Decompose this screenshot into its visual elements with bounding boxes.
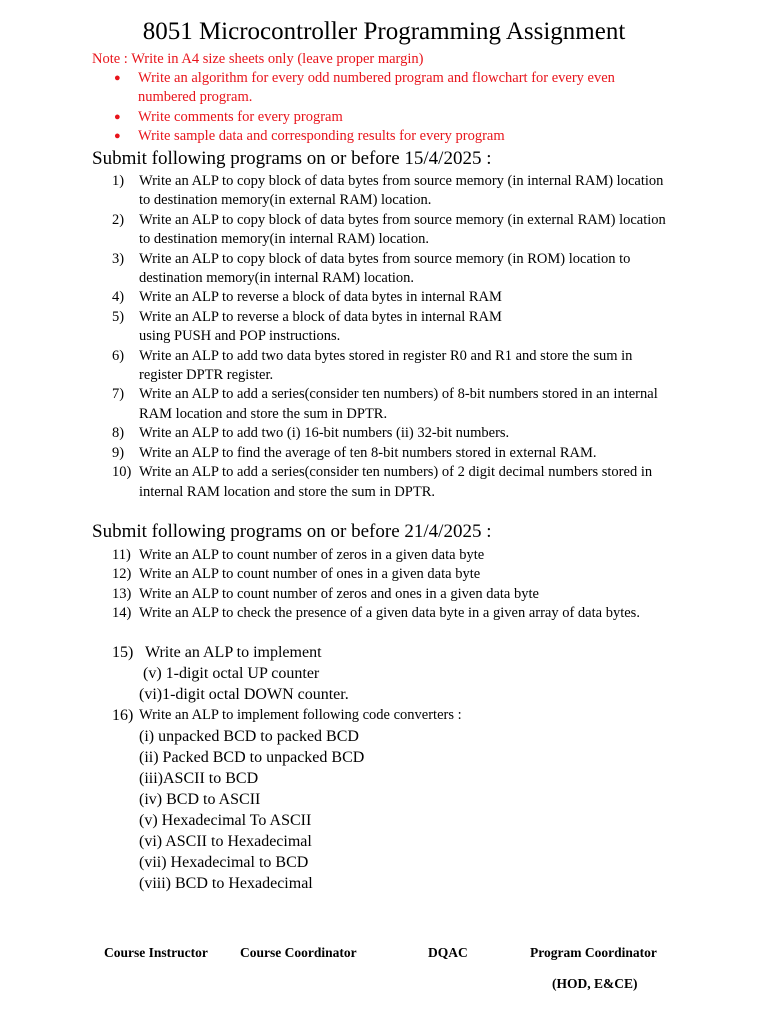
program-item	[112, 172, 672, 211]
note-text: Note : Write in A4 size sheets only (leave proper margin)	[92, 51, 424, 67]
program-number: 6)	[112, 347, 125, 364]
program-item	[112, 424, 672, 443]
signature-course-instructor: Course Instructor	[104, 945, 208, 960]
instruction-bullets	[112, 69, 672, 147]
program-number: 10)	[112, 464, 132, 481]
program-text: Write an ALP to copy block of data bytes from source memory (in ROM) location to destination memory(in internal RAM) location.	[139, 250, 631, 287]
program-text: Write an ALP to implement following code converters :	[139, 707, 462, 723]
section2-program-list-continued	[112, 642, 672, 894]
program-item	[112, 585, 672, 604]
page-title: 8051 Microcontroller Programming Assignment	[142, 18, 626, 45]
sub-item: (iv) BCD to ASCII	[139, 791, 261, 808]
program-number: 12)	[112, 566, 132, 583]
sub-item: (vi) ASCII to Hexadecimal	[139, 833, 312, 850]
program-text: Write an ALP to add two (i) 16-bit numbers (ii) 32-bit numbers.	[139, 425, 510, 442]
program-number: 9)	[112, 444, 125, 461]
program-text: Write an ALP to count number of zeros in a given data byte	[139, 547, 485, 563]
sub-item: (viii) BCD to Hexadecimal	[139, 875, 313, 892]
program-item	[112, 463, 672, 502]
signature-program-coordinator: Program Coordinator	[530, 945, 657, 960]
program-item	[112, 565, 672, 584]
program-item	[112, 211, 672, 250]
program-item	[112, 288, 672, 307]
section1-heading: Submit following programs on or before 15/4/2025 :	[92, 148, 492, 169]
program-number: 1)	[112, 173, 125, 189]
program-item	[112, 385, 672, 424]
program-number: 15)	[112, 644, 134, 661]
program-number: 5)	[112, 308, 125, 325]
program-text: Write an ALP to count number of ones in a given data byte	[139, 566, 481, 583]
program-text: Write an ALP to check the presence of a given data byte in a given array of data bytes.	[139, 605, 640, 622]
program-number: 16)	[112, 707, 134, 724]
section1-program-list	[112, 172, 672, 502]
program-text-continued: using PUSH and POP instructions.	[139, 328, 341, 345]
program-text: Write an ALP to find the average of ten 8-bit numbers stored in external RAM.	[139, 444, 597, 461]
sub-item: (v) Hexadecimal To ASCII	[139, 812, 312, 829]
sub-item: (i) unpacked BCD to packed BCD	[139, 728, 359, 745]
sub-item: (v) 1-digit octal UP counter	[143, 665, 320, 682]
signature-dqac: DQAC	[428, 945, 468, 960]
program-item	[112, 705, 672, 894]
sub-item: (iii)ASCII to BCD	[139, 770, 259, 787]
program-text: Write an ALP to count number of zeros and ones in a given data byte	[139, 585, 539, 602]
program-number: 4)	[112, 289, 125, 306]
program-text: Write an ALP to add a series(consider ten numbers) of 8-bit numbers stored in an internal RAM location and store the sum in DPTR.	[139, 386, 658, 422]
program-number: 8)	[112, 425, 125, 442]
program-text: Write an ALP to copy block of data bytes from source memory (in external RAM) location to destination memory(in internal RAM) location.	[139, 211, 666, 248]
program-number: 14)	[112, 605, 132, 622]
program-text: Write an ALP to reverse a block of data bytes in internal RAM	[139, 289, 502, 306]
section2-heading: Submit following programs on or before 21/4/2025 :	[92, 521, 492, 542]
program-number: 7)	[112, 386, 125, 403]
program-item	[112, 444, 672, 463]
program-item	[112, 308, 672, 347]
program-item	[112, 250, 672, 289]
sub-item: (ii) Packed BCD to unpacked BCD	[139, 749, 365, 766]
program-item	[112, 604, 672, 623]
program-item	[112, 642, 672, 705]
sub-item: (vi)1-digit octal DOWN counter.	[139, 686, 349, 703]
program-text: Write an ALP to implement	[145, 644, 322, 661]
program-text: Write an ALP to reverse a block of data bytes in internal RAM	[139, 308, 502, 325]
signature-course-coordinator: Course Coordinator	[240, 945, 357, 960]
program-number: 13)	[112, 585, 132, 602]
program-text: Write an ALP to add a series(consider ten numbers) of 2 digit decimal numbers stored in internal RAM location and store the sum in DPTR.	[139, 464, 653, 500]
signature-hod: (HOD, E&CE)	[552, 976, 638, 991]
sub-item: (vii) Hexadecimal to BCD	[139, 854, 309, 871]
program-number: 11)	[112, 547, 131, 563]
bullet-item: ● Write sample data and corresponding results for every program	[112, 127, 672, 146]
program-number: 3)	[112, 250, 125, 267]
program-text: Write an ALP to copy block of data bytes from source memory (in internal RAM) location to destination memory(in external RAM) location.	[139, 173, 664, 209]
program-item	[112, 546, 672, 565]
bullet-item: ● Write an algorithm for every odd numbered program and flowchart for every even numbered program.	[112, 69, 672, 108]
bullet-item: ● Write comments for every program	[112, 108, 672, 127]
section2-program-list	[112, 546, 672, 624]
program-number: 2)	[112, 211, 125, 228]
program-text: Write an ALP to add two data bytes stored in register R0 and R1 and store the sum in register DPTR register.	[139, 347, 633, 384]
program-item	[112, 347, 672, 386]
